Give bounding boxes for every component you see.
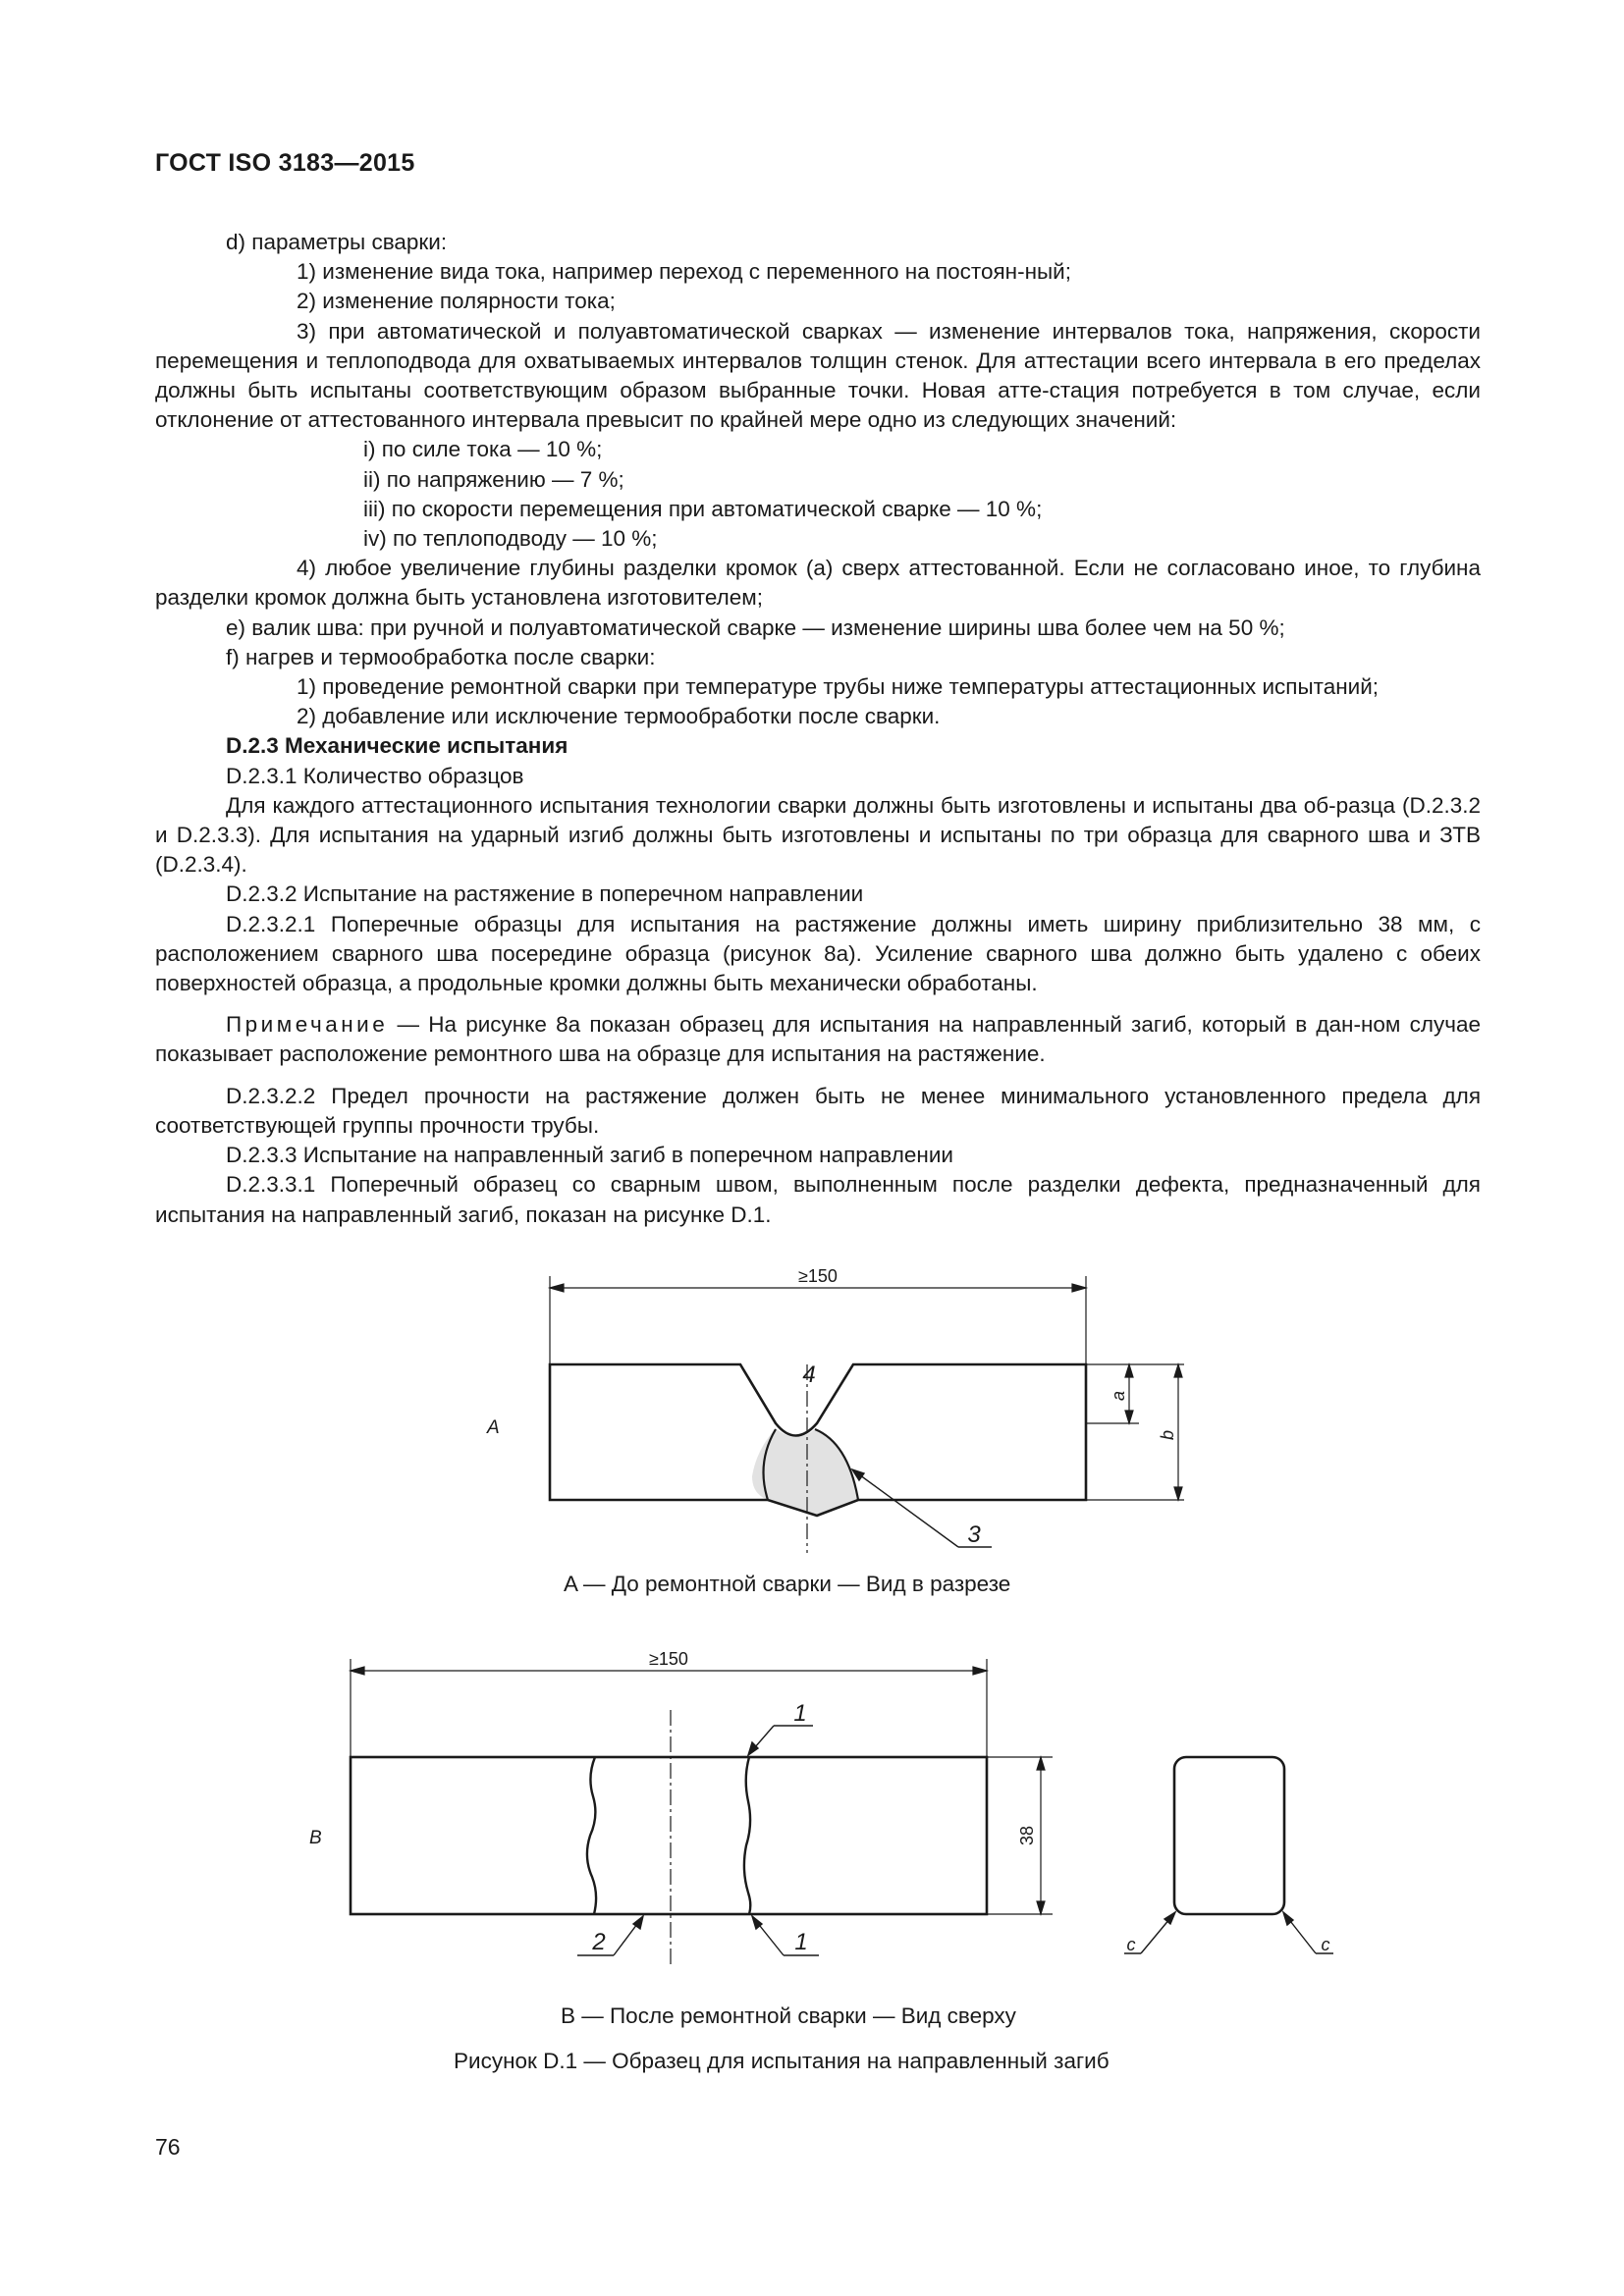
paragraph: D.2.3.3.1 Поперечный образец со сварным швом, выполненным после разделки дефекта, предназначенный для испытания на направленный загиб, показан на рисунке D.1. [155,1172,1481,1227]
document-header: ГОСТ ISO 3183—2015 [155,149,415,177]
specimen-top-view [351,1757,987,1914]
callout-1-bottom: 1 [794,1929,808,1955]
figure-view-a [461,1266,1227,1561]
dimension-a-label: a [1109,1390,1128,1402]
list-item: f) нагрев и термообработка после сварки: [226,644,656,669]
arrow-head [1037,1757,1045,1770]
specimen-cross-section [1174,1757,1284,1914]
arrow-head [351,1667,364,1675]
weld-boundary-right [744,1757,750,1914]
arrow-head [1037,1901,1045,1914]
section-heading: D.2.3 Механические испытания [226,733,568,759]
arrow-head [1174,1487,1182,1500]
paragraph: D.2.3.2.1 Поперечные образцы для испытания на растяжение должны иметь ширину приблизительно 38 мм, с расположением сварного шва посередине образца (рисунок 8а). Усиление сварного шва должно быть удалено с обеих поверхностей образца, а продольные кромки должны быть механически обработаны. [155,911,1481,996]
subsection-title: D.2.3.2 Испытание на растяжение в поперечном направлении [226,881,864,907]
paragraph: Для каждого аттестационного испытания технологии сварки должны быть изготовлены и испытаны два об-разца (D.2.3.2 и D.2.3.3). Для испытания на ударный изгиб должны быть изготовлены и испытаны по три образца для сварного шва и ЗТВ (D.2.3.4). [155,792,1481,878]
arrow-head [550,1284,564,1292]
dimension-length-label: ≥150 [649,1649,688,1669]
weld-boundary-left [587,1757,596,1914]
arrow-head [1125,1411,1133,1423]
list-item: i) по силе тока — 10 %; [363,437,603,462]
arrow-head [1125,1364,1133,1377]
figure-view-b [295,1629,1355,1983]
dimension-b-label: b [1158,1429,1177,1441]
page-number: 76 [155,2134,181,2160]
list-item: 2) изменение полярности тока; [297,289,616,314]
paragraph: d) параметры сварки: [226,230,448,254]
list-item: e) валик шва: при ручной и полуавтоматической сварке — изменение ширины шва более чем на 50 %; [226,614,1285,640]
arrow-head [1072,1284,1086,1292]
callout-4: 4 [802,1362,816,1388]
arrow-head [973,1667,987,1675]
list-item: 3) при автоматической и полуавтоматической сварках — изменение интервалов тока, напряжения, скорости перемещения и теплоподвода для охватываемых интервалов толщин стенок. Для аттестации всего интервала в его пределах должны быть испытаны соответствующим образом выбранные точки. Новая атте-стация потребуется в том случае, если отклонение от аттестованного интервала превысит по крайней мере одно из следующих значений: [155,318,1481,433]
weld-metal [752,1428,858,1516]
view-b-label: B [309,1828,322,1848]
callout-2: 2 [592,1929,606,1955]
callout-1-top: 1 [793,1700,807,1727]
note-label: Примечание [226,1012,389,1038]
note-text: — На рисунке 8а показан образец для испытания на направленный загиб, который в дан-ном случае показывает расположение ремонтного шва на образце для испытания на растяжение. [155,1012,1481,1067]
list-item: 1) изменение вида тока, например переход с переменного на постоян-ный; [297,259,1072,285]
callout-c-left: c [1126,1935,1136,1954]
view-a-label: A [487,1417,500,1438]
list-item: 2) добавление или исключение термообработки после сварки. [297,704,941,729]
list-item: iv) по теплоподводу — 10 %; [363,526,658,552]
subsection-title: D.2.3.1 Количество образцов [226,763,524,788]
subsection-title: D.2.3.3 Испытание на направленный загиб в поперечном направлении [226,1143,953,1168]
list-item: 4) любое увеличение глубины разделки кромок (a) сверх аттестованной. Если не согласовано иное, то глубина разделки кромок должна быть установлена изготовителем; [155,556,1481,611]
arrow-head [1174,1364,1182,1377]
arrow-head [748,1742,758,1755]
callout-c-right: c [1321,1935,1330,1954]
paragraph: D.2.3.2.2 Предел прочности на растяжение должен быть не менее минимального установленного предела для соответствующей группы прочности трубы. [155,1083,1481,1138]
view-b-caption: B — После ремонтной сварки — Вид сверху [561,2003,1016,2028]
leader-line [852,1469,958,1547]
body-text [155,228,1481,1230]
dimension-length-label: ≥150 [798,1266,838,1286]
note [155,1010,1481,1069]
list-item: ii) по напряжению — 7 %; [363,466,624,492]
view-a-caption: A — До ремонтной сварки — Вид в разрезе [564,1572,1011,1596]
callout-3: 3 [967,1522,981,1548]
figure-caption: Рисунок D.1 — Образец для испытания на направленный загиб [454,2049,1110,2073]
list-item: iii) по скорости перемещения при автоматической сварке — 10 %; [363,496,1043,521]
list-item: 1) проведение ремонтной сварки при температуре трубы ниже температуры аттестационных испытаний; [297,674,1380,700]
dimension-width-label: 38 [1017,1825,1037,1846]
